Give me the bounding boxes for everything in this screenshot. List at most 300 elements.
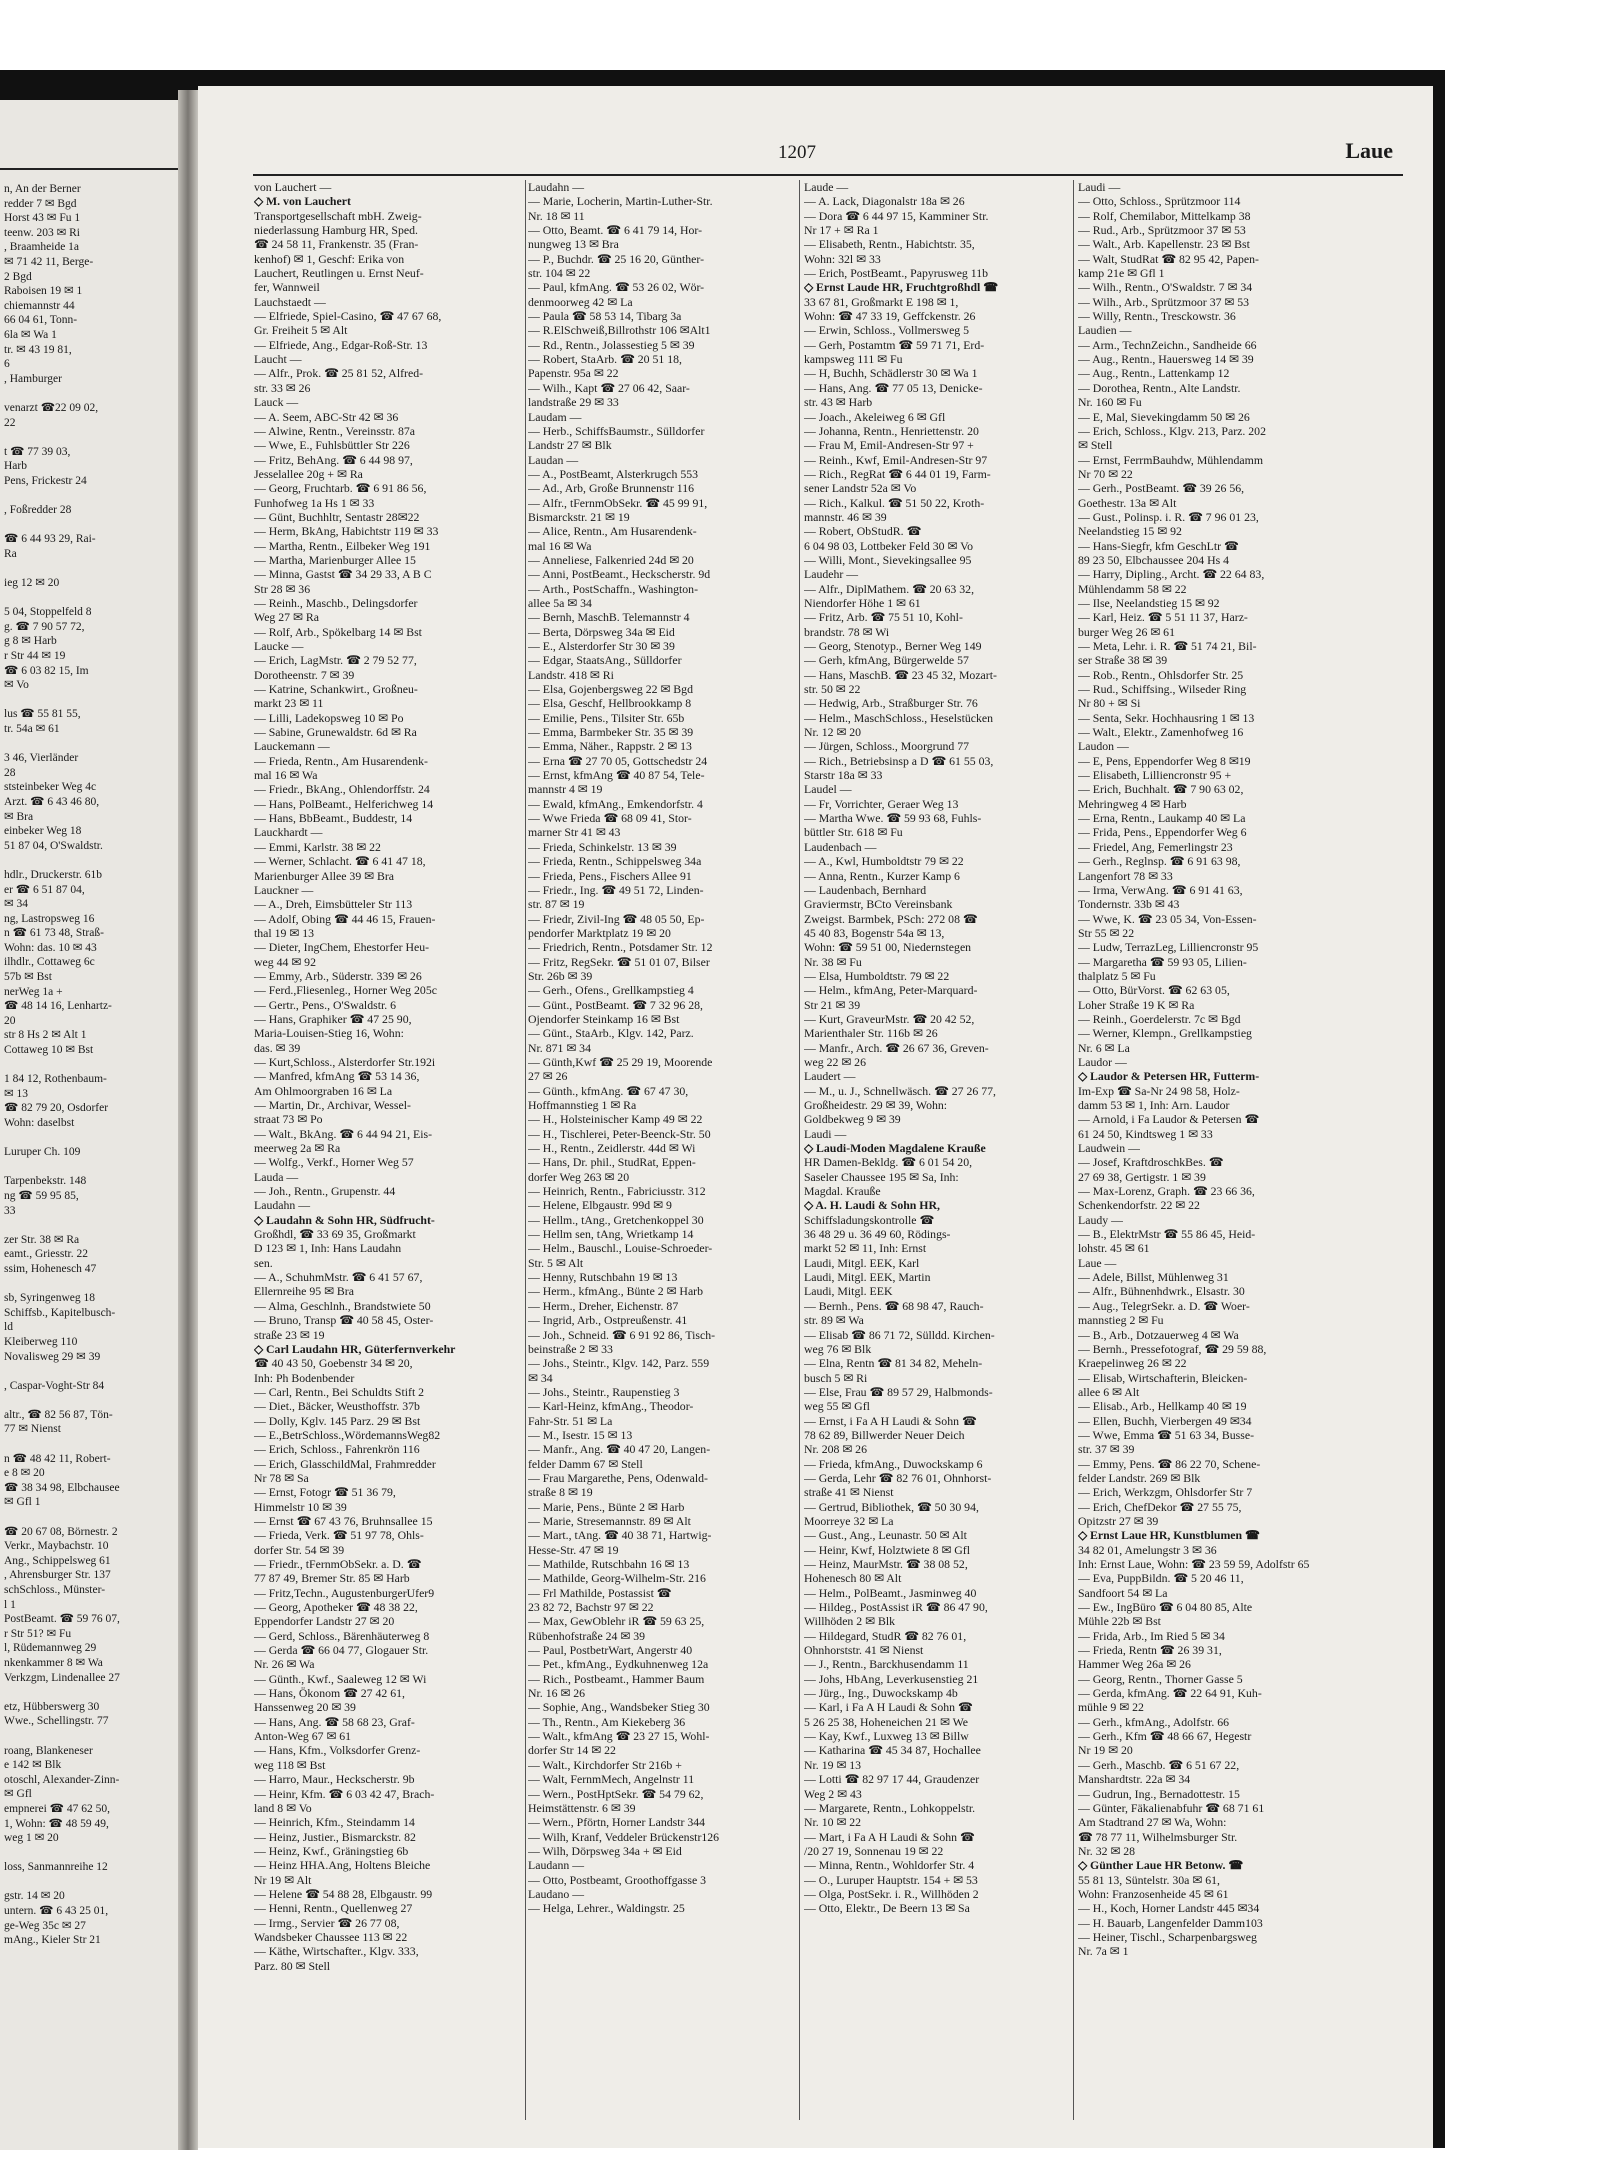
left-page-line: 51 87 04, O'Swaldstr. <box>4 839 103 852</box>
directory-entry: Laudi, Mitgl. EEK, Martin <box>804 1270 931 1285</box>
directory-entry: — Frida, Pens., Eppendorfer Weg 6 <box>1078 825 1247 840</box>
left-page-line: ☎ 38 34 98, Elbchausee <box>4 1481 120 1494</box>
directory-entry: mal 16 ✉ Wa <box>528 538 592 553</box>
directory-entry: — Friedr., BkAng., Ohlendorffstr. 24 <box>254 782 430 797</box>
directory-entry: — Erna, Rentn., Laukamp 40 ✉ La <box>1078 811 1246 826</box>
left-page-line <box>4 1218 176 1233</box>
directory-entry: nungweg 13 ✉ Bra <box>528 237 619 252</box>
directory-entry: ◇ Laudor & Petersen HR, Futterm- <box>1078 1069 1260 1084</box>
directory-entry: Nr. 208 ✉ 26 <box>804 1442 867 1457</box>
directory-entry: — Fritz,Techn., AugustenburgerUfer9 <box>254 1585 435 1600</box>
left-page-line: 5 04, Stoppelfeld 8 <box>4 606 92 619</box>
directory-entry: Nr 70 ✉ 22 <box>1078 466 1133 481</box>
directory-entry: — Aug., TelegrSekr. a. D. ☎ Woer- <box>1078 1298 1250 1313</box>
left-page-line: ilhdlr., Cottaweg 6c <box>4 956 95 969</box>
left-page-line: n ☎ 61 73 48, Straß- <box>4 927 104 940</box>
left-page-fragment <box>0 100 178 2150</box>
directory-entry: — Frieda, Schinkelstr. 13 ✉ 39 <box>528 839 677 854</box>
directory-entry: — Günt., PostBeamt. ☎ 7 32 96 28, <box>528 997 703 1012</box>
directory-entry: — Wolfg., Verkf., Horner Weg 57 <box>254 1155 414 1170</box>
directory-entry: — Frau M, Emil-Andresen-Str 97 + <box>804 438 974 453</box>
directory-entry: — A., Kwl, Humboldtstr 79 ✉ 22 <box>804 854 964 869</box>
directory-entry: — Friedrich, Rentn., Potsdamer Str. 12 <box>528 940 713 955</box>
directory-entry: 27 69 38, Gertigstr. 1 ✉ 39 <box>1078 1169 1206 1184</box>
directory-entry: — Ernst, i Fa A H Laudi & Sohn ☎ <box>804 1413 977 1428</box>
directory-entry: — Herm., kfmAng., Bünte 2 ✉ Harb <box>528 1284 704 1299</box>
directory-entry: — Emilie, Pens., Tilsiter Str. 65b <box>528 710 685 725</box>
directory-entry: — Erich, LagMstr. ☎ 2 79 52 77, <box>254 653 417 668</box>
directory-entry: — Karl-Heinz, kfmAng., Theodor- <box>528 1399 694 1414</box>
surname-heading: Laudy — <box>1078 1212 1123 1227</box>
directory-entry: str. 89 ✉ Wa <box>804 1313 864 1328</box>
directory-entry: Transportgesellschaft mbH. Zweig- <box>254 208 422 223</box>
directory-entry: — Rud., Arb., Sprützmoor 37 ✉ 53 <box>1078 223 1246 238</box>
left-page-line: etz, Hübberswerg 30 <box>4 1700 100 1713</box>
directory-entry: Laudi, Mitgl. EEK <box>804 1284 893 1299</box>
directory-entry: — Sabine, Grunewaldstr. 6d ✉ Ra <box>254 725 417 740</box>
surname-heading: Lauckemann — <box>254 739 330 754</box>
directory-entry: — Reinh., Maschb., Delingsdorfer <box>254 595 418 610</box>
directory-entry: — Frl Mathilde, Postassist ☎ <box>528 1585 672 1600</box>
directory-entry: — Heinz, Justier., Bismarckstr. 82 <box>254 1829 416 1844</box>
left-page-line: Pens, Frickestr 24 <box>4 474 87 487</box>
left-page-line: nkenkammer 8 ✉ Wa <box>4 1656 103 1669</box>
page-header <box>198 138 1433 168</box>
directory-entry: — Heinz, MaurMstr. ☎ 38 08 52, <box>804 1557 968 1571</box>
left-page-line: nerWeg 1a + <box>4 985 63 998</box>
surname-heading: Lauck — <box>254 395 299 410</box>
directory-entry: — Wern., PostHptSekr. ☎ 54 79 62, <box>528 1786 704 1801</box>
directory-entry: — Paul, PostbetrWart, Angerstr 40 <box>528 1643 693 1658</box>
directory-entry: Mühlendamm 58 ✉ 22 <box>1078 581 1187 596</box>
left-page-line: ☎ 48 14 16, Lenhartz- <box>4 1000 112 1013</box>
left-page-line: ☎ 6 03 82 15, Im <box>4 664 89 677</box>
directory-entry: — Wilh, Dörpsweg 34a + ✉ Eid <box>528 1843 682 1858</box>
directory-entry: — Otto, Postbeamt, Groothoffgasse 3 <box>528 1872 707 1887</box>
directory-entry: — Aug., Rentn., Hauersweg 14 ✉ 39 <box>1078 352 1254 367</box>
directory-entry: Fahr-Str. 51 ✉ La <box>528 1413 613 1428</box>
directory-entry: ◇ A. H. Laudi & Sohn HR, <box>804 1198 940 1213</box>
left-page-line <box>4 591 176 606</box>
directory-entry: Nr. 160 ✉ Fu <box>1078 395 1142 410</box>
left-page-line <box>4 1364 176 1379</box>
left-page-line: 28 <box>4 766 16 779</box>
left-page-line: venarzt ☎22 09 02, <box>4 401 99 414</box>
directory-entry: weg 55 ✉ Gfl <box>804 1399 870 1414</box>
directory-entry: — Katharina ☎ 45 34 87, Hochallee <box>804 1743 981 1758</box>
directory-entry: Marienthaler Str. 116b ✉ 26 <box>804 1026 938 1041</box>
directory-entry: thal 19 ✉ 13 <box>254 925 315 940</box>
directory-entry: büttler Str. 618 ✉ Fu <box>804 825 903 840</box>
surname-heading: Laue — <box>1078 1255 1117 1270</box>
directory-entry: — Wwe, Emma ☎ 51 63 34, Busse- <box>1078 1427 1255 1442</box>
left-page-line: Raboisen 19 ✉ 1 <box>4 285 83 298</box>
directory-entry: — Walt., Arb. Kapellenstr. 23 ✉ Bst <box>1078 237 1250 252</box>
left-page-line: gstr. 14 ✉ 20 <box>4 1890 65 1903</box>
directory-entry: ◇ M. von Lauchert <box>254 194 351 209</box>
left-page-line: Luruper Ch. 109 <box>4 1146 81 1159</box>
left-page-line: eamt., Griesstr. 22 <box>4 1248 88 1261</box>
directory-entry: — Gerda, Lehr ☎ 82 76 01, Ohnhorst- <box>804 1470 992 1485</box>
directory-entry: — Erich, Schloss., Klgv. 213, Parz. 202 <box>1078 423 1266 438</box>
surname-heading: Laudon — <box>1078 739 1129 754</box>
directory-entry: — Alfr., Prok. ☎ 25 81 52, Alfred- <box>254 366 424 381</box>
directory-entry: — Manfr., Arch. ☎ 26 67 36, Greven- <box>804 1040 989 1055</box>
directory-entry: D 123 ✉ 1, Inh: Hans Laudahn <box>254 1241 402 1256</box>
directory-entry: — Walt., BkAng. ☎ 6 44 94 21, Eis- <box>254 1126 433 1141</box>
directory-entry: marner Str 41 ✉ 43 <box>528 825 621 840</box>
directory-entry: — Käthe, Wirtschafter., Klgv. 333, <box>254 1944 419 1959</box>
directory-entry: Nr. 12 ✉ 20 <box>804 725 862 740</box>
surname-heading: Laudien — <box>1078 323 1132 338</box>
directory-entry: — A., PostBeamt, Alsterkrugch 553 <box>528 466 699 481</box>
left-page-line: ssim, Hohenesch 47 <box>4 1262 97 1275</box>
directory-entry: Nr 17 + ✉ Ra 1 <box>804 223 879 238</box>
directory-entry: — Johs, HbAng, Leverkusenstieg 21 <box>804 1671 979 1686</box>
surname-heading: Laudann — <box>528 1858 585 1873</box>
directory-entry: allee 6 ✉ Alt <box>1078 1384 1140 1399</box>
left-page-line: redder 7 ✉ Bgd <box>4 197 77 210</box>
directory-entry: — Rolf, Arb., Spökelbarg 14 ✉ Bst <box>254 624 422 639</box>
directory-entry: Schenkendorfstr. 22 ✉ 22 <box>1078 1198 1200 1213</box>
directory-entry: — Elisabeth, Rentn., Habichtstr. 35, <box>804 237 975 252</box>
directory-entry: Str 28 ✉ 36 <box>254 581 311 596</box>
directory-entry: 78 62 89, Billwerder Neuer Deich <box>804 1427 965 1442</box>
directory-entry: Nr. 6 ✉ La <box>1078 1040 1130 1055</box>
directory-entry: — Emma, Näher., Rappstr. 2 ✉ 13 <box>528 739 692 754</box>
directory-entry: — Gertr., Pens., O'Swaldstr. 6 <box>254 997 397 1012</box>
left-page-line <box>4 430 176 445</box>
directory-entry: weg 22 ✉ 26 <box>804 1054 866 1069</box>
directory-entry: — Friedr., Ing. ☎ 49 51 72, Linden- <box>528 882 704 897</box>
directory-entry: Ellernreihe 95 ✉ Bra <box>254 1284 354 1299</box>
left-page-line: , Braamheide 1a <box>4 241 80 254</box>
directory-entry: — Günth., kfmAng. ☎ 67 47 30, <box>528 1083 689 1098</box>
directory-entry: ser Straße 38 ✉ 39 <box>1078 653 1168 668</box>
left-page-line: ge-Weg 35c ✉ 27 <box>4 1919 86 1932</box>
directory-entry: — E, Pens, Eppendorfer Weg 8 ✉19 <box>1078 753 1251 768</box>
directory-entry: kamp 21e ✉ Gfl 1 <box>1078 266 1165 281</box>
directory-entry: Tondernstr. 33b ✉ 43 <box>1078 897 1180 912</box>
directory-column-2 <box>528 180 794 1916</box>
directory-entry: — Eva, PuppBildn. ☎ 5 20 46 11, <box>1078 1571 1244 1586</box>
directory-entry: str. 104 ✉ 22 <box>528 266 591 281</box>
directory-entry: Goethestr. 13a ✉ Alt <box>1078 495 1177 510</box>
directory-entry: — Helene, Elbgaustr. 99d ✉ 9 <box>528 1198 672 1213</box>
directory-entry: — Gudrun, Ing., Bernadottestr. 15 <box>1078 1786 1240 1801</box>
directory-entry: damm 53 ✉ 1, Inh: Arn. Laudor <box>1078 1098 1230 1112</box>
directory-entry: Himmelstr 10 ✉ 39 <box>254 1499 347 1514</box>
surname-heading: Laudam — <box>528 409 582 424</box>
directory-entry: — P., Buchdr. ☎ 25 16 20, Günther- <box>528 251 705 266</box>
directory-entry: Anton-Weg 67 ✉ 61 <box>254 1729 352 1744</box>
directory-entry: felder Landstr. 269 ✉ Blk <box>1078 1470 1201 1485</box>
directory-column-1 <box>254 180 522 1973</box>
directory-entry: ☎ 78 77 11, Wilhelmsburger Str. <box>1078 1829 1238 1844</box>
directory-entry: — Olga, PostSekr. i. R., Willhöden 2 <box>804 1886 979 1901</box>
directory-entry: ◇ Ernst Laude HR, Fruchtgroßhdl ☎ <box>804 280 998 295</box>
directory-entry: — Bernh., Pens. ☎ 68 98 47, Rauch- <box>804 1298 984 1313</box>
directory-entry: — Wern., Pförtn, Horner Landstr 344 <box>528 1815 706 1830</box>
directory-entry: — Rich., RegRat ☎ 6 44 01 19, Farm- <box>804 466 991 481</box>
directory-entry: — Gerda, kfmAng. ☎ 22 64 91, Kuh- <box>1078 1686 1262 1701</box>
directory-entry: — H, Buchh, Schädlerstr 30 ✉ Wa 1 <box>804 366 978 381</box>
directory-entry: — Helm., MaschSchloss., Heselstücken <box>804 710 994 725</box>
left-page-line <box>4 518 176 533</box>
left-page-line: Ra <box>4 547 17 560</box>
scan-edge <box>1433 86 1445 2148</box>
directory-entry: 45 40 83, Bogenstr 54a ✉ 13, <box>804 925 945 940</box>
directory-entry: — Hellm sen, tAng, Wrietkamp 14 <box>528 1227 694 1242</box>
surname-heading: Laudehr — <box>804 567 859 582</box>
left-page-line: Kleiberweg 110 <box>4 1335 78 1348</box>
surname-heading: Lauckhardt — <box>254 825 323 840</box>
left-page-line: Verkzgm, Lindenallee 27 <box>4 1671 120 1684</box>
directory-entry: — Helm., kfmAng, Peter-Marquard- <box>804 983 978 998</box>
directory-entry: Wandsbeker Chaussee 113 ✉ 22 <box>254 1929 408 1944</box>
left-page-line: 1, Wohn: ☎ 48 59 49, <box>4 1817 109 1830</box>
directory-entry: straat 73 ✉ Po <box>254 1112 323 1127</box>
directory-entry: — Heiner, Tischl., Scharpenbargsweg <box>1078 1929 1257 1944</box>
directory-entry: — Johanna, Rentn., Henriettenstr. 20 <box>804 423 979 438</box>
directory-entry: mannstr. 46 ✉ 39 <box>804 509 887 524</box>
left-page-line <box>4 1510 176 1525</box>
directory-entry: — Arth., PostSchaffn., Washington- <box>528 581 698 596</box>
directory-entry: — Elisab ☎ 86 71 72, Sülldd. Kirchen- <box>804 1327 995 1342</box>
directory-entry: Mehringweg 4 ✉ Harb <box>1078 796 1187 811</box>
directory-entry: — Alfr., DiplMathem. ☎ 20 63 32, <box>804 581 975 596</box>
left-page-line: lus ☎ 55 81 55, <box>4 708 81 721</box>
directory-entry: Moorreye 32 ✉ La <box>804 1513 894 1528</box>
directory-entry: str. 37 ✉ 39 <box>1078 1442 1135 1457</box>
directory-page <box>198 86 1433 2148</box>
directory-entry: — Mathilde, Georg-Wilhelm-Str. 216 <box>528 1571 706 1586</box>
left-page-line: , Foßredder 28 <box>4 504 72 517</box>
left-page-line <box>4 853 176 868</box>
directory-entry: — Georg, Stenotyp., Berner Weg 149 <box>804 639 982 653</box>
directory-entry: — Erich, PostBeamt., Papyrusweg 11b <box>804 266 989 281</box>
directory-entry: landstraße 29 ✉ 33 <box>528 395 619 410</box>
surname-heading: Laudor — <box>1078 1054 1127 1069</box>
directory-entry: — Georg, Rentn., Thorner Gasse 5 <box>1078 1671 1243 1686</box>
directory-entry: — Alwine, Rentn., Vereinsstr. 87a <box>254 423 415 438</box>
left-page-line: sb, Syringenweg 18 <box>4 1292 96 1305</box>
directory-entry: Willhöden 2 ✉ Blk <box>804 1614 895 1629</box>
directory-entry: — Dorothea, Rentn., Alte Landstr. <box>1078 380 1241 395</box>
directory-entry: — Rich., Kalkul. ☎ 51 50 22, Kroth- <box>804 495 985 510</box>
directory-entry: — Günter, Fäkalienabfuhr ☎ 68 71 61 <box>1078 1800 1265 1815</box>
directory-entry: 6 04 98 03, Lottbeker Feld 30 ✉ Vo <box>804 538 974 553</box>
left-page-line: ✉ 71 42 11, Berge- <box>4 255 94 268</box>
left-page-line: altr., ☎ 82 56 87, Tön- <box>4 1408 113 1421</box>
directory-entry: Lauchert, Reutlingen u. Ernst Neuf- <box>254 266 424 281</box>
directory-entry: — Joh., Rentn., Grupenstr. 44 <box>254 1184 396 1199</box>
directory-entry: — Willi, Mont., Sievekingsallee 95 <box>804 552 972 567</box>
directory-entry: Wohn: Franzosenheide 45 ✉ 61 <box>1078 1886 1229 1901</box>
directory-entry: — Adele, Billst, Mühlenweg 31 <box>1078 1270 1229 1285</box>
directory-entry: — Ellen, Buchh, Vierbergen 49 ✉34 <box>1078 1413 1252 1428</box>
left-page-line: tr. ✉ 43 19 81, <box>4 343 72 356</box>
directory-entry: markt 23 ✉ 11 <box>254 696 324 711</box>
directory-entry: dorfer Str. 54 ✉ 39 <box>254 1542 345 1557</box>
directory-entry: Str 55 ✉ 22 <box>1078 925 1135 940</box>
left-page-line: ld <box>4 1321 13 1334</box>
left-page-line: schSchloss., Münster- <box>4 1584 106 1596</box>
directory-entry: — Hans, Graphiker ☎ 47 25 90, <box>254 1011 412 1026</box>
directory-entry: — Max-Lorenz, Graph. ☎ 23 66 36, <box>1078 1184 1255 1199</box>
directory-entry: mannstieg 2 ✉ Fu <box>1078 1313 1164 1328</box>
directory-entry: — Elfriede, Spiel-Casino, ☎ 47 67 68, <box>254 309 442 324</box>
directory-entry: — B., Arb., Dotzauerweg 4 ✉ Wa <box>1078 1327 1239 1342</box>
directory-entry: Landstr 27 ✉ Blk <box>528 438 612 453</box>
directory-entry: — Ernst ☎ 67 43 76, Bruhnsallee 15 <box>254 1513 433 1528</box>
directory-entry: — Senta, Sekr. Hochhausring 1 ✉ 13 <box>1078 710 1255 725</box>
left-page-line: mAng., Kieler Str 21 <box>4 1934 101 1947</box>
left-page-line: 6 <box>4 358 10 371</box>
left-page-line <box>4 561 176 576</box>
directory-entry: 77 87 49, Bremer Str. 85 ✉ Harb <box>254 1571 410 1586</box>
directory-entry: 34 82 01, Amelungstr 3 ✉ 36 <box>1078 1542 1217 1557</box>
directory-entry: — Alma, Geschlnh., Brandstwiete 50 <box>254 1298 431 1313</box>
directory-entry: — Ernst, kfmAng ☎ 40 87 54, Tele- <box>528 768 705 783</box>
directory-entry: niederlassung Hamburg HR, Sped. <box>254 223 418 238</box>
directory-entry: — Herm, BkAng, Habichtstr 119 ✉ 33 <box>254 524 439 539</box>
directory-entry: — Elisab., Arb., Hellkamp 40 ✉ 19 <box>1078 1399 1247 1414</box>
directory-entry: — Henni, Rentn., Quellenweg 27 <box>254 1901 413 1916</box>
directory-entry: /20 27 19, Sonnenau 19 ✉ 22 <box>804 1843 944 1858</box>
directory-entry: — Günth., Kwf., Saaleweg 12 ✉ Wi <box>254 1671 427 1686</box>
directory-entry: weg 76 ✉ Blk <box>804 1341 872 1356</box>
directory-entry: Wohn: ☎ 47 33 19, Geffckenstr. 26 <box>804 309 976 324</box>
directory-entry: — Gerh., Reglnsp. ☎ 6 91 63 98, <box>1078 854 1241 869</box>
left-page-line: ststeinbeker Weg 4c <box>4 781 97 794</box>
directory-entry: — E, Mal, Sievekingdamm 50 ✉ 26 <box>1078 409 1250 424</box>
left-page-line: weg 1 ✉ 20 <box>4 1832 59 1845</box>
directory-entry: — Hans-Siegfr, kfm GeschLtr ☎ <box>1078 538 1239 553</box>
surname-heading: Laucke — <box>254 639 304 653</box>
directory-entry: — Arm., TechnZeichn., Sandheide 66 <box>1078 337 1257 352</box>
directory-entry: Weg 2 ✉ 43 <box>804 1786 862 1801</box>
directory-entry: — Ew., IngBüro ☎ 6 04 80 85, Alte <box>1078 1600 1253 1615</box>
left-page-line: ☎ 6 44 93 29, Rai- <box>4 533 96 546</box>
directory-entry: — Paula ☎ 58 53 14, Tibarg 3a <box>528 309 682 324</box>
directory-entry: Laudi, Mitgl. EEK, Karl <box>804 1255 920 1270</box>
directory-entry: — Hans, Ang. ☎ 77 05 13, Denicke- <box>804 380 983 395</box>
left-page-line <box>4 1131 176 1146</box>
directory-entry: — Gerh., Ofens., Grellkampstieg 4 <box>528 983 694 998</box>
directory-entry: Nr. 7a ✉ 1 <box>1078 1944 1129 1959</box>
directory-entry: — Robert, ObStudR. ☎ <box>804 524 922 539</box>
directory-entry: — Martha Wwe. ☎ 59 93 68, Fuhls- <box>804 811 982 826</box>
directory-entry: — Ernst, FerrmBauhdw, Mühlendamm <box>1078 452 1264 467</box>
directory-entry: — Hans, Ökonom ☎ 27 42 61, <box>254 1686 406 1701</box>
surname-heading: von Lauchert — <box>254 180 332 194</box>
directory-entry: pendorfer Marktplatz 19 ✉ 20 <box>528 925 671 940</box>
left-page-line: einbeker Weg 18 <box>4 825 82 838</box>
directory-entry: ◇ Günther Laue HR Betonw. ☎ <box>1078 1858 1244 1873</box>
left-page-line <box>4 488 176 503</box>
directory-entry: — Harry, Dipling., Archt. ☎ 22 64 83, <box>1078 567 1265 582</box>
directory-entry: — Adolf, Obing ☎ 44 46 15, Frauen- <box>254 911 436 926</box>
directory-entry: — Erich, Werkzgm, Ohlsdorfer Str 7 <box>1078 1485 1253 1500</box>
directory-entry: Nr. 10 ✉ 22 <box>804 1815 862 1830</box>
left-page-line <box>4 1685 176 1700</box>
directory-entry: weg 44 ✉ 92 <box>254 954 316 969</box>
directory-entry: — Gust., Polinsp. i. R. ☎ 7 96 01 23, <box>1078 509 1259 524</box>
directory-entry: ◇ Ernst Laue HR, Kunstblumen ☎ <box>1078 1528 1260 1543</box>
directory-entry: — Anneliese, Falkenried 24d ✉ 20 <box>528 552 694 567</box>
directory-entry: — Walt, StudRat ☎ 82 95 42, Papen- <box>1078 251 1259 266</box>
directory-entry: mühle 9 ✉ 22 <box>1078 1700 1144 1715</box>
directory-entry: — Emmy, Pens. ☎ 86 22 70, Schene- <box>1078 1456 1261 1471</box>
directory-entry: thalplatz 5 ✉ Fu <box>1078 968 1156 983</box>
directory-entry: — Meta, Lehr. i. R. ☎ 51 74 21, Bil- <box>1078 639 1257 653</box>
directory-entry: — Minna, Gastst ☎ 34 29 33, A B C <box>254 567 432 582</box>
directory-entry: — Erwin, Schloss., Vollmersweg 5 <box>804 323 970 338</box>
left-page-line: l 1 <box>4 1598 16 1611</box>
directory-entry: — Rich., Postbeamt., Hammer Baum <box>528 1671 705 1686</box>
directory-entry: — Georg, Apotheker ☎ 48 38 22, <box>254 1600 418 1615</box>
directory-entry: — Erich, Buchhalt. ☎ 7 90 63 02, <box>1078 782 1244 797</box>
left-page-line: ✉ Vo <box>4 679 29 692</box>
left-page-line: n ☎ 48 42 11, Robert- <box>4 1452 111 1465</box>
directory-entry: — Georg, Fruchtarb. ☎ 6 91 86 56, <box>254 481 427 496</box>
left-page-line: 1 84 12, Rothenbaum- <box>4 1073 107 1086</box>
directory-entry: — Hans, Ang. ☎ 58 68 23, Graf- <box>254 1714 415 1729</box>
directory-entry: Dorotheenstr. 7 ✉ 39 <box>254 667 355 682</box>
left-page-line: Ang., Schippelsweg 61 <box>4 1554 111 1567</box>
directory-entry: — Marie, Pens., Bünte 2 ✉ Harb <box>528 1499 685 1514</box>
directory-entry: — Carl, Rentn., Bei Schuldts Stift 2 <box>254 1384 425 1399</box>
directory-entry: — Heinr, Kfm. ☎ 6 03 42 47, Brach- <box>254 1786 435 1801</box>
directory-entry: — Irmg., Servier ☎ 26 77 08, <box>254 1915 400 1930</box>
left-page-line: 3 46, Vierländer <box>4 752 79 765</box>
left-page-line <box>4 1729 176 1744</box>
directory-entry: Nr. 32 ✉ 28 <box>1078 1843 1136 1858</box>
directory-entry: — Otto, Schloss., Sprützmoor 114 <box>1078 194 1241 209</box>
left-page-line: teenw. 203 ✉ Ri <box>4 226 80 239</box>
running-head: Laue <box>1345 138 1393 163</box>
directory-entry: — Ad., Arb, Große Brunnenstr 116 <box>528 481 695 496</box>
directory-entry: — Walt., Elektr., Zamenhofweg 16 <box>1078 725 1244 740</box>
directory-entry: 55 81 13, Süntelstr. 30a ✉ 61, <box>1078 1872 1220 1887</box>
directory-entry: str. 43 ✉ Harb <box>804 395 873 410</box>
left-page-line: ☎ 82 79 20, Osdorfer <box>4 1102 109 1115</box>
directory-entry: — Walt., kfmAng ☎ 23 27 15, Wohl- <box>528 1729 710 1744</box>
directory-entry: — Rd., Rentn., Jolassestieg 5 ✉ 39 <box>528 337 695 352</box>
directory-entry: str. 50 ✉ 22 <box>804 682 861 697</box>
directory-entry: kenhof) ✉ 1, Geschf: Erika von <box>254 251 405 266</box>
directory-entry: — O., Luruper Hauptstr. 154 + ✉ 53 <box>804 1872 978 1887</box>
directory-entry: — Gust., Ang., Leunastr. 50 ✉ Alt <box>804 1528 967 1543</box>
directory-entry: — Minna, Rentn., Wohldorfer Str. 4 <box>804 1858 975 1873</box>
directory-entry: — Frieda, kfmAng., Duwockskamp 6 <box>804 1456 983 1471</box>
directory-entry: — Rob., Rentn., Ohlsdorfer Str. 25 <box>1078 667 1244 682</box>
directory-entry: — E.,BetrSchloss.,WördemannsWeg82 <box>254 1427 441 1442</box>
directory-entry: — Max, GewOblehr iR ☎ 59 63 25, <box>528 1614 705 1629</box>
left-page-lines <box>4 182 176 1948</box>
directory-entry: — Herm., Dreher, Eichenstr. 87 <box>528 1298 679 1313</box>
directory-entry: str. 33 ✉ 26 <box>254 380 311 395</box>
left-page-line: ieg 12 ✉ 20 <box>4 577 60 590</box>
directory-column-3 <box>804 180 1068 1916</box>
directory-entry: — Frieda, Rentn ☎ 26 39 31, <box>1078 1643 1222 1658</box>
directory-entry: — Gerd, Schloss., Bärenhäuterweg 8 <box>254 1628 430 1643</box>
directory-entry: 36 48 29 u. 36 49 60, Rödings- <box>804 1227 951 1242</box>
directory-entry: Mühle 22b ✉ Bst <box>1078 1614 1161 1629</box>
directory-entry: Nr 78 ✉ Sa <box>254 1470 309 1485</box>
directory-entry: Bismarckstr. 21 ✉ 19 <box>528 509 630 524</box>
